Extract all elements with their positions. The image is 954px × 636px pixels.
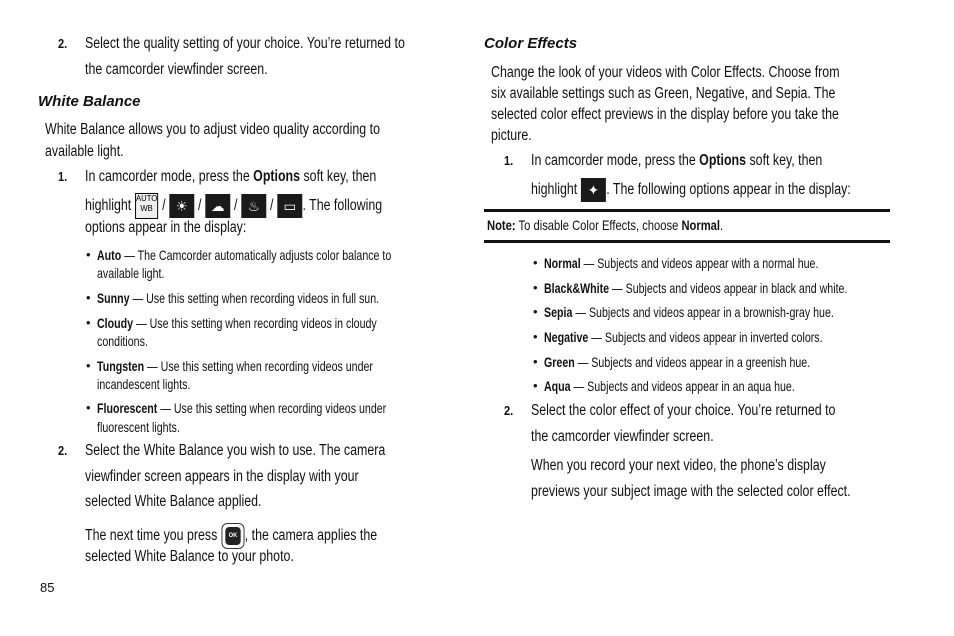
step-text [85, 193, 382, 219]
bullet: • [86, 247, 91, 262]
step-text: the camcorder viewfinder screen. [85, 61, 268, 78]
desc: — Subjects and videos appear in an aqua hue. [570, 378, 795, 394]
bullet: • [86, 315, 91, 330]
term: Normal [544, 255, 581, 271]
step-text [531, 152, 822, 170]
bullet-item-sepia [544, 303, 834, 321]
step-text: selected White Balance to your photo. [85, 548, 294, 565]
bullet: • [533, 378, 538, 393]
bullet: • [533, 280, 538, 295]
bullet: • [533, 354, 538, 369]
intro-text: White Balance allows you to adjust video quality according to [45, 121, 380, 138]
term: Black&White [544, 280, 610, 296]
step-text [531, 178, 851, 202]
term: Sunny [97, 290, 130, 306]
page-number: 85 [40, 580, 55, 595]
step-number: 2. [504, 403, 514, 418]
step-text: selected White Balance applied. [85, 493, 262, 510]
term: Green [544, 354, 575, 370]
desc: — Subjects and videos appear in a brownish-gray hue. [572, 304, 834, 320]
step-text: Select the quality setting of your choice. You’re returned to [85, 35, 405, 52]
fluorescent-icon: ▭ [277, 194, 302, 218]
text: To disable Color Effects, choose [515, 217, 682, 233]
separator: / [269, 197, 274, 215]
text: . The following [302, 197, 383, 215]
ok-key-icon [221, 523, 244, 549]
term: Tungsten [97, 358, 145, 374]
bullet-item-fluorescent [97, 399, 386, 417]
term: Negative [544, 329, 589, 345]
term: Fluorescent [97, 400, 158, 416]
desc: — Use this setting when recording videos under [144, 358, 373, 374]
bullet-cont: conditions. [97, 333, 148, 349]
step-text: When you record your next video, the phone’s display [531, 457, 826, 474]
options-label: Options [253, 168, 301, 185]
bullet: • [533, 304, 538, 319]
options-label: Options [699, 152, 747, 169]
ok-label: OK [225, 527, 240, 545]
desc: — Subjects and videos appear in a greenish hue. [574, 354, 811, 370]
text: . [720, 217, 724, 233]
intro-text: picture. [491, 127, 532, 144]
separator: / [162, 197, 166, 215]
note-divider-top [484, 209, 890, 212]
desc: — Use this setting when recording videos in cloudy [133, 315, 377, 331]
desc: — Use this setting when recording videos under [157, 400, 387, 416]
note-label: Note: [487, 217, 516, 233]
bullet-item-green [544, 353, 810, 371]
term: Sepia [544, 304, 573, 320]
desc: — Subjects and videos appear with a normal hue. [580, 255, 819, 271]
step-text: the camcorder viewfinder screen. [531, 428, 714, 445]
bullet: • [533, 255, 538, 270]
step-text [85, 168, 376, 186]
note-divider-bottom [484, 240, 890, 243]
text: . The following options appear in the display: [606, 181, 851, 199]
step-text: viewfinder screen appears in the display with your [85, 468, 359, 485]
tungsten-icon: ♨ [241, 194, 266, 218]
step-text [85, 523, 377, 549]
note [487, 216, 723, 234]
step-text: Select the White Balance you wish to use. The camera [85, 442, 386, 459]
term: Cloudy [97, 315, 134, 331]
separator: / [198, 197, 202, 215]
text: In camcorder mode, press the [531, 152, 700, 169]
bullet-item-sunny [97, 289, 379, 307]
bullet-item-cloudy [97, 314, 377, 332]
step-number: 2. [58, 36, 68, 51]
bullet: • [86, 290, 91, 305]
bullet: • [533, 329, 538, 344]
step-number: 1. [58, 169, 68, 184]
bullet: • [86, 358, 91, 373]
text: highlight [531, 181, 578, 199]
bullet-cont: incandescent lights. [97, 376, 191, 392]
intro-text: selected color effect previews in the display before you take the [491, 106, 839, 123]
intro-text: available light. [45, 143, 124, 160]
bullet-item-black-white [544, 279, 847, 297]
bullet-item-auto [97, 246, 391, 264]
bullet-item-normal [544, 254, 818, 272]
step-text: Select the color effect of your choice. You’re returned to [531, 402, 836, 419]
text: The next time you press [85, 527, 221, 545]
bullet-item-negative [544, 328, 823, 346]
desc: — Subjects and videos appear in black and white. [609, 280, 848, 296]
term: Auto [97, 247, 122, 263]
bullet-cont: available light. [97, 265, 165, 281]
section-heading-color-effects: Color Effects [484, 35, 578, 52]
term: Aqua [544, 378, 571, 394]
sunny-icon: ☀ [169, 194, 194, 218]
bullet-item-tungsten [97, 357, 373, 375]
auto-wb-icon: AUTO WB [135, 193, 158, 219]
bullet: • [86, 400, 91, 415]
color-effects-wand-icon: ✦ [581, 178, 606, 202]
text: highlight [85, 197, 132, 215]
bullet-cont: fluorescent lights. [97, 419, 180, 435]
step-text: previews your subject image with the selected color effect. [531, 483, 851, 500]
text: In camcorder mode, press the [85, 168, 254, 185]
desc: — Use this setting when recording videos in full sun. [129, 290, 380, 306]
bullet-item-aqua [544, 377, 795, 395]
text: Normal [681, 217, 721, 233]
text: , the camera applies the [244, 527, 378, 545]
text: soft key, then [300, 168, 377, 185]
step-number: 1. [504, 153, 514, 168]
desc: — The Camcorder automatically adjusts color balance to [121, 247, 392, 263]
text: soft key, then [746, 152, 823, 169]
cloudy-icon: ☁ [205, 194, 230, 218]
section-heading-white-balance: White Balance [38, 93, 141, 110]
step-text: options appear in the display: [85, 219, 247, 236]
intro-text: six available settings such as Green, Negative, and Sepia. The [491, 85, 836, 102]
step-number: 2. [58, 443, 68, 458]
intro-text: Change the look of your videos with Color Effects. Choose from [491, 64, 840, 81]
desc: — Subjects and videos appear in inverted colors. [588, 329, 823, 345]
separator: / [234, 197, 238, 215]
